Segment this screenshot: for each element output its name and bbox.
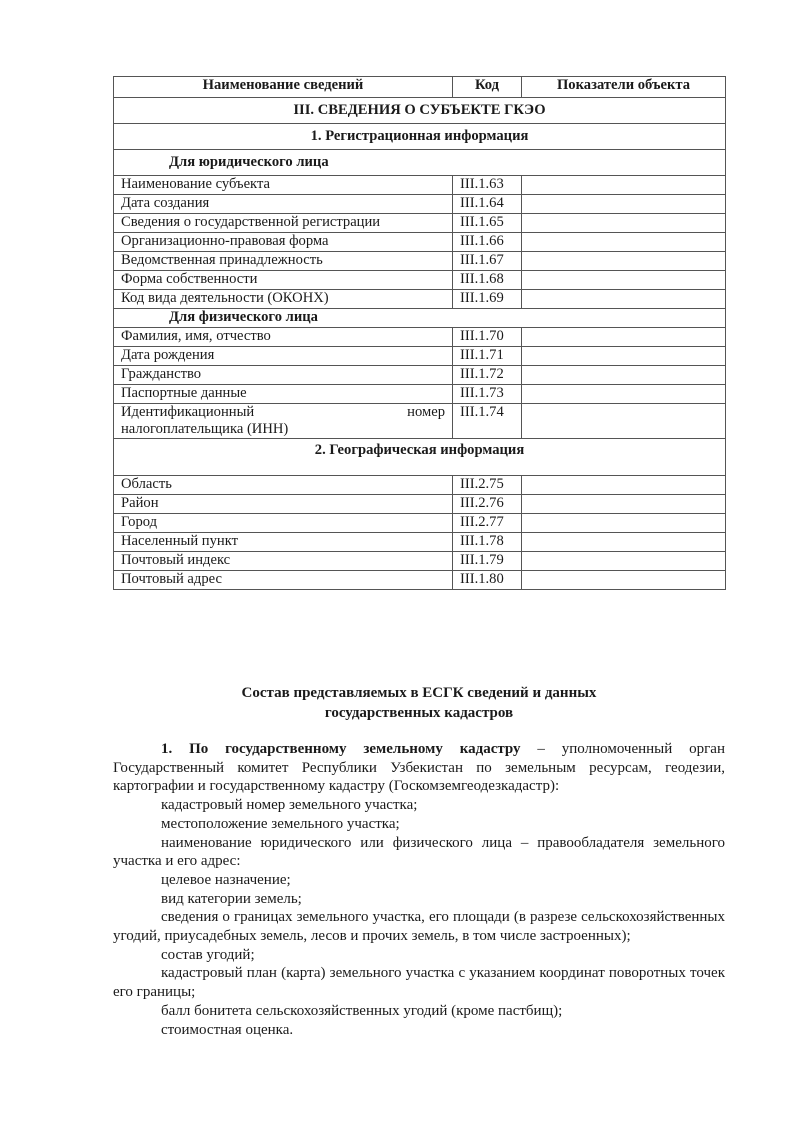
row-code: III.1.67 (453, 252, 522, 271)
row-code: III.1.66 (453, 233, 522, 252)
row-value (522, 195, 726, 214)
row-value (522, 552, 726, 571)
header-name: Наименование сведений (114, 77, 453, 98)
table-row (114, 271, 726, 290)
row-code: III.1.64 (453, 195, 522, 214)
row-value (522, 176, 726, 195)
row-value (522, 571, 726, 590)
list-item: местоположение земельного участка; (161, 815, 400, 832)
section-title: III. СВЕДЕНИЯ О СУБЪЕКТЕ ГКЭО (114, 98, 726, 124)
header-code: Код (453, 77, 522, 98)
table-row (114, 176, 726, 195)
row-value (522, 252, 726, 271)
row-code: III.1.80 (453, 571, 522, 590)
row-value (522, 495, 726, 514)
row-name-inn (114, 404, 453, 439)
row-code: III.2.77 (453, 514, 522, 533)
table-header-row (114, 77, 726, 98)
list-item: сведения о границах земельного участка, его площади (в разрезе сельскохозяйственных угодий, приусадебных земель, лесов и прочих земель, в том числе застроенных); (113, 909, 725, 945)
row-value (522, 347, 726, 366)
subsection-row (114, 439, 726, 476)
row-value (522, 404, 726, 439)
subsection-row (114, 124, 726, 150)
list-item: кадастровый номер земельного участка; (161, 797, 418, 814)
body-text (113, 740, 725, 1039)
group-row-legal (114, 150, 726, 176)
list-item: состав угодий; (161, 946, 255, 963)
row-name: Город (114, 514, 453, 533)
row-code: III.2.76 (453, 495, 522, 514)
table-row (114, 533, 726, 552)
table-row (114, 252, 726, 271)
table-row (114, 552, 726, 571)
heading-line2: государственных кадастров (324, 705, 514, 721)
row-value (522, 271, 726, 290)
list-item: стоимостная оценка. (161, 1021, 294, 1038)
row-name: Населенный пункт (114, 533, 453, 552)
row-value (522, 233, 726, 252)
row-value (522, 290, 726, 309)
row-name: Почтовый индекс (114, 552, 453, 571)
table-row (114, 476, 726, 495)
table-row (114, 214, 726, 233)
row-name: Код вида деятельности (ОКОНХ) (114, 290, 453, 309)
row-name: Фамилия, имя, отчество (114, 328, 453, 347)
table-row (114, 514, 726, 533)
row-name: Паспортные данные (114, 385, 453, 404)
row-name: Наименование субъекта (114, 176, 453, 195)
row-value (522, 214, 726, 233)
table-row (114, 328, 726, 347)
list-item: вид категории земель; (161, 890, 302, 907)
row-code: III.1.78 (453, 533, 522, 552)
row-name: Форма собственности (114, 271, 453, 290)
row-value (522, 533, 726, 552)
row-value (522, 385, 726, 404)
group-title-legal: Для юридического лица (114, 150, 726, 176)
list-item: балл бонитета сельскохозяйственных угодий (кроме пастбищ); (161, 1002, 563, 1019)
row-code: III.1.70 (453, 328, 522, 347)
inn-line2: налогоплательщика (ИНН) (121, 421, 289, 437)
table-row (114, 571, 726, 590)
row-name: Гражданство (114, 366, 453, 385)
list-item: целевое назначение; (161, 871, 291, 888)
list-item: кадастровый план (карта) земельного участка с указанием координат поворотных точек его границы; (113, 965, 725, 1001)
table-row (114, 495, 726, 514)
row-code: III.1.68 (453, 271, 522, 290)
row-name: Область (114, 476, 453, 495)
row-code: III.1.72 (453, 366, 522, 385)
section-heading (113, 683, 725, 723)
row-name: Район (114, 495, 453, 514)
row-code: III.1.73 (453, 385, 522, 404)
row-value (522, 514, 726, 533)
subsection-title: 1. Регистрационная информация (114, 124, 726, 150)
row-name: Сведения о государственной регистрации (114, 214, 453, 233)
intro-bold: 1. По государственному земельному кадастру (161, 741, 521, 757)
row-name: Дата рождения (114, 347, 453, 366)
header-values: Показатели объекта (522, 77, 726, 98)
table-row (114, 385, 726, 404)
row-name: Организационно-правовая форма (114, 233, 453, 252)
row-code: III.1.63 (453, 176, 522, 195)
table-row-inn (114, 404, 726, 439)
heading-line1: Состав представляемых в ЕСГК сведений и данных (241, 685, 597, 701)
row-code: III.1.65 (453, 214, 522, 233)
section-title-row (114, 98, 726, 124)
list-item: наименование юридического или физического лица – правообладателя земельного участка и его адрес: (113, 834, 725, 870)
row-code: III.1.79 (453, 552, 522, 571)
row-name: Ведомственная принадлежность (114, 252, 453, 271)
row-value (522, 476, 726, 495)
table-row (114, 290, 726, 309)
inn-line1-right: номер (407, 404, 445, 420)
table-row (114, 347, 726, 366)
intro-paragraph (113, 740, 725, 796)
row-code: III.1.74 (453, 404, 522, 439)
inn-line1-left: Идентификационный (121, 404, 255, 420)
table-row (114, 366, 726, 385)
row-code: III.1.69 (453, 290, 522, 309)
table-row (114, 195, 726, 214)
row-name: Почтовый адрес (114, 571, 453, 590)
row-value (522, 366, 726, 385)
intro-rest: – уполномоченный орган Государственный комитет Республики Узбекистан по земельным ресурсам, геодезии, картографии и государственному кадастру (Госкомземгеодезкадастр): (113, 741, 725, 795)
group-row-physical (114, 309, 726, 328)
row-code: III.1.71 (453, 347, 522, 366)
group-title-physical: Для физического лица (114, 309, 726, 328)
row-code: III.2.75 (453, 476, 522, 495)
row-name: Дата создания (114, 195, 453, 214)
table-row (114, 233, 726, 252)
subject-info-table (113, 76, 726, 590)
subsection-title: 2. Географическая информация (114, 439, 726, 476)
row-value (522, 328, 726, 347)
